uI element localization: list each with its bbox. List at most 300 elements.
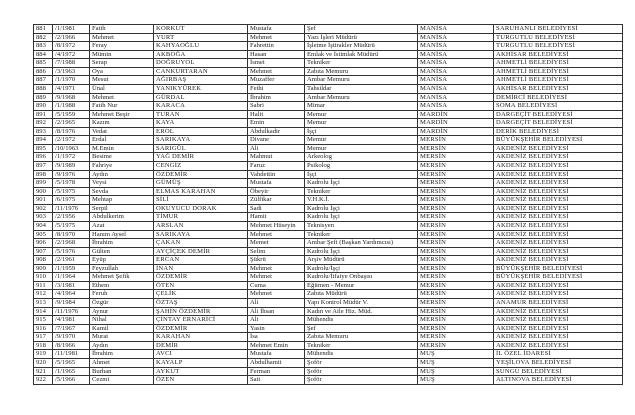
institution-cell: İL ÖZEL İDARESİ (494, 350, 623, 359)
birth-date-cell: /4/1981 (53, 316, 90, 325)
first-name-cell: Ahmet (90, 358, 154, 367)
job-title-cell: Memur (305, 119, 418, 128)
first-name-cell: Burhan (90, 367, 154, 376)
table-row (34, 59, 623, 68)
institution-cell: AKDENİZ BELEDİYESİ (494, 290, 623, 299)
job-title-cell: Tekniker (305, 59, 418, 68)
surname-cell: YURT (154, 33, 248, 42)
institution-cell: ALTINOVA BELEDİYESİ (494, 376, 623, 385)
job-title-cell: İşçi (305, 170, 418, 179)
father-name-cell: Sadi (248, 204, 305, 213)
institution-cell: BÜYÜKŞEHİR BELEDİYESİ (494, 136, 623, 145)
job-title-cell: Memur (305, 144, 418, 153)
province-cell: MANİSA (418, 93, 494, 102)
province-cell: MANİSA (418, 50, 494, 59)
birth-date-cell: /1/1972 (53, 153, 90, 162)
institution-cell: AKDENİZ BELEDİYESİ (494, 204, 623, 213)
institution-cell: AKDENİZ BELEDİYESİ (494, 316, 623, 325)
row-number-cell: 904 (34, 221, 53, 230)
row-number-cell: 898 (34, 170, 53, 179)
institution-cell: AKDENİZ BELEDİYESİ (494, 179, 623, 188)
surname-cell: SARIKAYA (154, 136, 248, 145)
job-title-cell: Ambar Şefi (Başkan Yardımcısı) (305, 239, 418, 248)
job-title-cell: Tekniker (305, 341, 418, 350)
birth-date-cell: /9/1989 (53, 162, 90, 171)
birth-date-cell: /8/1972 (53, 42, 90, 51)
table-row (34, 307, 623, 316)
table-row (34, 350, 623, 359)
table-row (34, 67, 623, 76)
first-name-cell: Ethem (90, 281, 154, 290)
surname-cell: CENGİZ (154, 162, 248, 171)
province-cell: MANİSA (418, 33, 494, 42)
first-name-cell: Serap (90, 59, 154, 68)
surname-cell: İNAN (154, 264, 248, 273)
table-row (34, 341, 623, 350)
job-title-cell: Kadın ve Aile Hiz. Müd. (305, 307, 418, 316)
province-cell: MERSİN (418, 230, 494, 239)
institution-cell: YEŞİLOVA BELEDİYESİ (494, 358, 623, 367)
birth-date-cell: /7/1988 (53, 59, 90, 68)
father-name-cell: Mehmet Emin (248, 341, 305, 350)
row-number-cell: 919 (34, 350, 53, 359)
job-title-cell: Yazı İşleri Müdürü (305, 33, 418, 42)
province-cell: MARDİN (418, 127, 494, 136)
job-title-cell: Zabıta Müdürü (305, 290, 418, 299)
row-number-cell: 886 (34, 67, 53, 76)
birth-date-cell: /1/1970 (53, 76, 90, 85)
first-name-cell: İbrahim (90, 350, 154, 359)
province-cell: MERSİN (418, 256, 494, 265)
birth-date-cell: /8/1970 (53, 230, 90, 239)
birth-date-cell: /4/1972 (53, 50, 90, 59)
province-cell: MERSİN (418, 196, 494, 205)
job-title-cell: Kadrolu İşçi (305, 247, 418, 256)
father-name-cell: Selim (248, 247, 305, 256)
province-cell: MERSİN (418, 204, 494, 213)
surname-cell: AVCI (154, 350, 248, 359)
father-name-cell: Mehmet (248, 230, 305, 239)
first-name-cell: Feyzullah (90, 264, 154, 273)
surname-cell: ÇİNTAY ERNARİCİ (154, 316, 248, 325)
first-name-cell: Azat (90, 221, 154, 230)
first-name-cell: Fatih (90, 25, 154, 34)
institution-cell: AKDENİZ BELEDİYESİ (494, 239, 623, 248)
first-name-cell: Abdulkerim (90, 213, 154, 222)
institution-cell: AKDENİZ BELEDİYESİ (494, 230, 623, 239)
institution-cell: BÜYÜKŞEHİR BELEDİYESİ (494, 273, 623, 282)
province-cell: MERSİN (418, 324, 494, 333)
first-name-cell: Fahriye (90, 162, 154, 171)
surname-cell: ÖZDEMİR (154, 170, 248, 179)
birth-date-cell: /8/1966 (53, 341, 90, 350)
province-cell: MANİSA (418, 59, 494, 68)
father-name-cell: Yasin (248, 324, 305, 333)
surname-cell: EROL (154, 127, 248, 136)
table-row (34, 367, 623, 376)
surname-cell: DEMİR (154, 341, 248, 350)
first-name-cell: Feruh (90, 290, 154, 299)
father-name-cell: Fethi (248, 84, 305, 93)
surname-cell: SARIKAYA (154, 230, 248, 239)
birth-date-cell: /10/1963 (53, 144, 90, 153)
first-name-cell: Mümin (90, 50, 154, 59)
table-row (34, 204, 623, 213)
province-cell: MANİSA (418, 67, 494, 76)
surname-cell: ÖZDEMİR (154, 324, 248, 333)
job-title-cell: Kadrolu İşçi (305, 213, 418, 222)
first-name-cell: Sevda (90, 187, 154, 196)
surname-cell: KAYALP (154, 358, 248, 367)
row-number-cell: 882 (34, 33, 53, 42)
province-cell: MERSİN (418, 273, 494, 282)
row-number-cell: 899 (34, 179, 53, 188)
birth-date-cell: /5/1966 (53, 376, 90, 385)
job-title-cell: V.H.K.İ. (305, 196, 418, 205)
surname-cell: YAĞ DEMİR (154, 153, 248, 162)
first-name-cell: Aydın (90, 341, 154, 350)
first-name-cell: Kamil (90, 324, 154, 333)
birth-date-cell: /5/1976 (53, 247, 90, 256)
table-row (34, 110, 623, 119)
row-number-cell: 896 (34, 153, 53, 162)
row-number-cell: 906 (34, 239, 53, 248)
institution-cell: AKDENİZ BELEDİYESİ (494, 153, 623, 162)
father-name-cell: Sabri (248, 102, 305, 111)
row-number-cell: 921 (34, 367, 53, 376)
birth-date-cell: /11/1976 (53, 307, 90, 316)
first-name-cell: Mehtap (90, 196, 154, 205)
job-title-cell: İşletme İştirakler Müdürü (305, 42, 418, 51)
surname-cell: GÜRDAL (154, 93, 248, 102)
job-title-cell: Ambar Memuru (305, 93, 418, 102)
province-cell: MUŞ (418, 367, 494, 376)
institution-cell: AKDENİZ BELEDİYESİ (494, 247, 623, 256)
row-number-cell: 901 (34, 196, 53, 205)
father-name-cell: Faruz (248, 162, 305, 171)
table-row (34, 333, 623, 342)
birth-date-cell: /9/1968 (53, 93, 90, 102)
province-cell: MANİSA (418, 84, 494, 93)
province-cell: MERSİN (418, 162, 494, 171)
father-name-cell: Zülfikar (248, 196, 305, 205)
job-title-cell: Tahsildar (305, 84, 418, 93)
table-row (34, 290, 623, 299)
province-cell: MERSİN (418, 136, 494, 145)
first-name-cell: Ünal (90, 84, 154, 93)
father-name-cell: Abdulkadir (248, 127, 305, 136)
birth-date-cell: /1/1988 (53, 102, 90, 111)
province-cell: MERSİN (418, 333, 494, 342)
row-number-cell: 883 (34, 42, 53, 51)
job-title-cell: Kadrolu İşçi (305, 179, 418, 188)
table-row (34, 376, 623, 385)
father-name-cell: Mustafa (248, 350, 305, 359)
job-title-cell: Emlak ve İstimlak Müdürü (305, 50, 418, 59)
birth-date-cell: /8/1976 (53, 127, 90, 136)
surname-cell: ŞAHİN ÖZDEMİR (154, 307, 248, 316)
province-cell: MERSİN (418, 307, 494, 316)
province-cell: MERSİN (418, 290, 494, 299)
province-cell: MERSİN (418, 153, 494, 162)
surname-cell: TURAN (154, 110, 248, 119)
surname-cell: GÜMÜŞ (154, 179, 248, 188)
first-name-cell: Erdal (90, 136, 154, 145)
father-name-cell: Cuma (248, 281, 305, 290)
table-row (34, 256, 623, 265)
first-name-cell: Kazım (90, 119, 154, 128)
province-cell: MERSİN (418, 316, 494, 325)
table-row (34, 25, 623, 34)
father-name-cell: Mustafa (248, 25, 305, 34)
row-number-cell: 889 (34, 93, 53, 102)
province-cell: MERSİN (418, 144, 494, 153)
row-number-cell: 894 (34, 136, 53, 145)
table-row (34, 93, 623, 102)
province-cell: MERSİN (418, 170, 494, 179)
institution-cell: DERİK BELEDİYESİ (494, 127, 623, 136)
job-title-cell: Zabıta Memuru (305, 333, 418, 342)
row-number-cell: 888 (34, 84, 53, 93)
birth-date-cell: /3/1981 (53, 281, 90, 290)
job-title-cell: İşçi (305, 127, 418, 136)
surname-cell: AYKUT (154, 367, 248, 376)
table-row (34, 76, 623, 85)
birth-date-cell: /1/1959 (53, 264, 90, 273)
row-number-cell: 893 (34, 127, 53, 136)
institution-cell: SUNGU BELEDİYESİ (494, 367, 623, 376)
province-cell: MERSİN (418, 299, 494, 308)
province-cell: MUŞ (418, 350, 494, 359)
row-number-cell: 905 (34, 230, 53, 239)
father-name-cell: Ali (248, 299, 305, 308)
institution-cell: AKHİSAR BELEDİYESİ (494, 84, 623, 93)
job-title-cell: Memur (305, 110, 418, 119)
province-cell: MERSİN (418, 341, 494, 350)
birth-date-cell: /1/1981 (53, 25, 90, 34)
row-number-cell: 892 (34, 119, 53, 128)
birth-date-cell: /2/1966 (53, 33, 90, 42)
birth-date-cell: /7/1967 (53, 324, 90, 333)
father-name-cell: Şükrü (248, 256, 305, 265)
surname-cell: KORKUT (154, 25, 248, 34)
province-cell: MARDİN (418, 119, 494, 128)
institution-cell: AKDENİZ BELEDİYESİ (494, 281, 623, 290)
job-title-cell: Arşiv Müdürü (305, 256, 418, 265)
birth-date-cell: /5/1975 (53, 221, 90, 230)
province-cell: MANİSA (418, 42, 494, 51)
table-row (34, 144, 623, 153)
row-number-cell: 920 (34, 358, 53, 367)
first-name-cell: Cezmi (90, 376, 154, 385)
first-name-cell: Özgür (90, 299, 154, 308)
table-row (34, 239, 623, 248)
surname-cell: ELMAS KARAHAN (154, 187, 248, 196)
father-name-cell: Mehmet (248, 67, 305, 76)
table-row (34, 50, 623, 59)
row-number-cell: 913 (34, 299, 53, 308)
institution-cell: DARGEÇİT BELEDİYESİ (494, 110, 623, 119)
job-title-cell: Zabıta Memuru (305, 67, 418, 76)
surname-cell: AKBOĞA (154, 50, 248, 59)
father-name-cell: Mehmet Hüseyin (248, 221, 305, 230)
first-name-cell: Eyüp (90, 256, 154, 265)
first-name-cell: Mesut (90, 76, 154, 85)
institution-cell: AKDENİZ BELEDİYESİ (494, 324, 623, 333)
institution-cell: AHMETLİ BELEDİYESİ (494, 59, 623, 68)
job-title-cell: Şoför (305, 376, 418, 385)
province-cell: MERSİN (418, 264, 494, 273)
row-number-cell: 891 (34, 110, 53, 119)
row-number-cell: 908 (34, 256, 53, 265)
table-row (34, 247, 623, 256)
first-name-cell: Mehmet (90, 33, 154, 42)
job-title-cell: Eğitmen - Memur (305, 281, 418, 290)
job-title-cell: Tekniker (305, 230, 418, 239)
row-number-cell: 922 (34, 376, 53, 385)
job-title-cell: Arkeolog (305, 153, 418, 162)
first-name-cell: Fatih Nur (90, 102, 154, 111)
surname-cell: SARIGÜL (154, 144, 248, 153)
father-name-cell: Abdulhamit (248, 358, 305, 367)
first-name-cell: Mehmet (90, 93, 154, 102)
first-name-cell: Veysi (90, 179, 154, 188)
job-title-cell: Şoför (305, 358, 418, 367)
province-cell: MANİSA (418, 76, 494, 85)
job-title-cell: Teknisyen (305, 221, 418, 230)
institution-cell: AKDENİZ BELEDİYESİ (494, 256, 623, 265)
father-name-cell: Sait (248, 376, 305, 385)
institution-cell: AKDENİZ BELEDİYESİ (494, 187, 623, 196)
first-name-cell: Murat (90, 333, 154, 342)
birth-date-cell: /1/1965 (53, 367, 90, 376)
birth-date-cell: /2/1972 (53, 136, 90, 145)
job-title-cell: Yapı Kontrol Müdür V. (305, 299, 418, 308)
province-cell: MERSİN (418, 239, 494, 248)
birth-date-cell: /5/1965 (53, 358, 90, 367)
birth-date-cell: /9/1976 (53, 170, 90, 179)
row-number-cell: 895 (34, 144, 53, 153)
birth-date-cell: /3/1963 (53, 67, 90, 76)
job-title-cell: Mimar (305, 102, 418, 111)
province-cell: MUŞ (418, 376, 494, 385)
row-number-cell: 881 (34, 25, 53, 34)
father-name-cell: Vahdettin (248, 170, 305, 179)
institution-cell: DARGEÇİT BELEDİYESİ (494, 119, 623, 128)
surname-cell: ÖZDEMİR (154, 273, 248, 282)
row-number-cell: 902 (34, 204, 53, 213)
row-number-cell: 909 (34, 264, 53, 273)
institution-cell: AKDENİZ BELEDİYESİ (494, 307, 623, 316)
job-title-cell: Şoför (305, 367, 418, 376)
first-name-cell: Serpil (90, 204, 154, 213)
table-row (34, 281, 623, 290)
table-row (34, 170, 623, 179)
institution-cell: AKDENİZ BELEDİYESİ (494, 341, 623, 350)
row-number-cell: 914 (34, 307, 53, 316)
father-name-cell: Mehmet (248, 290, 305, 299)
table-row (34, 299, 623, 308)
father-name-cell: Mahmut (248, 153, 305, 162)
province-cell: MERSİN (418, 247, 494, 256)
surname-cell: ÖZEN (154, 376, 248, 385)
table-row (34, 213, 623, 222)
province-cell: MUŞ (418, 358, 494, 367)
father-name-cell: Fahrettin (248, 42, 305, 51)
surname-cell: YANIKYÜREK (154, 84, 248, 93)
first-name-cell: Hanım Aysel (90, 230, 154, 239)
row-number-cell: 907 (34, 247, 53, 256)
row-number-cell: 884 (34, 50, 53, 59)
province-cell: MERSİN (418, 281, 494, 290)
table-row (34, 273, 623, 282)
job-title-cell: Şef (305, 324, 418, 333)
first-name-cell: Vedat (90, 127, 154, 136)
first-name-cell: Feray (90, 42, 154, 51)
surname-cell: OKUYUCU DORAK (154, 204, 248, 213)
birth-date-cell: /2/1968 (53, 239, 90, 248)
father-name-cell: Ali İhsan (248, 307, 305, 316)
table-row (34, 162, 623, 171)
institution-cell: AKDENİZ BELEDİYESİ (494, 144, 623, 153)
father-name-cell: Mehmet (248, 273, 305, 282)
province-cell: MERSİN (418, 179, 494, 188)
birth-date-cell: /2/1956 (53, 213, 90, 222)
table-row (34, 33, 623, 42)
table-row (34, 230, 623, 239)
institution-cell: AHMETLİ BELEDİYESİ (494, 67, 623, 76)
first-name-cell: Aydın (90, 170, 154, 179)
province-cell: MERSİN (418, 213, 494, 222)
first-name-cell: Mehmet Beşir (90, 110, 154, 119)
surname-cell: KAYA (154, 119, 248, 128)
table-row (34, 187, 623, 196)
birth-date-cell: /5/1959 (53, 110, 90, 119)
table-body (34, 25, 623, 385)
birth-date-cell: /11/1981 (53, 350, 90, 359)
row-number-cell: 918 (34, 341, 53, 350)
institution-cell: SARUHANLI BELEDİYESİ (494, 25, 623, 34)
institution-cell: DEMİRCİ BELEDİYESİ (494, 93, 623, 102)
table-row (34, 179, 623, 188)
row-number-cell: 897 (34, 162, 53, 171)
institution-cell: AKDENİZ BELEDİYESİ (494, 196, 623, 205)
birth-date-cell: /9/1970 (53, 333, 90, 342)
surname-cell: ERCAN (154, 256, 248, 265)
table-row (34, 153, 623, 162)
institution-cell: AKDENİZ BELEDİYESİ (494, 213, 623, 222)
table-row (34, 221, 623, 230)
father-name-cell: Memet (248, 239, 305, 248)
first-name-cell: M.Emin (90, 144, 154, 153)
father-name-cell: İsa (248, 333, 305, 342)
surname-cell: AYÇİÇEK DEMİR (154, 247, 248, 256)
surname-cell: ARSLAN (154, 221, 248, 230)
institution-cell: TURGUTLU BELEDİYESİ (494, 33, 623, 42)
birth-date-cell: /5/1975 (53, 187, 90, 196)
birth-date-cell: /11/1976 (53, 204, 90, 213)
table-row (34, 264, 623, 273)
job-title-cell: Şef (305, 25, 418, 34)
job-title-cell: Memur (305, 136, 418, 145)
personnel-table (33, 24, 623, 385)
father-name-cell: Divane (248, 136, 305, 145)
row-number-cell: 912 (34, 290, 53, 299)
surname-cell: CANKURTARAN (154, 67, 248, 76)
father-name-cell: Muzaffer (248, 76, 305, 85)
surname-cell: ÇAKAN (154, 239, 248, 248)
table-row (34, 127, 623, 136)
